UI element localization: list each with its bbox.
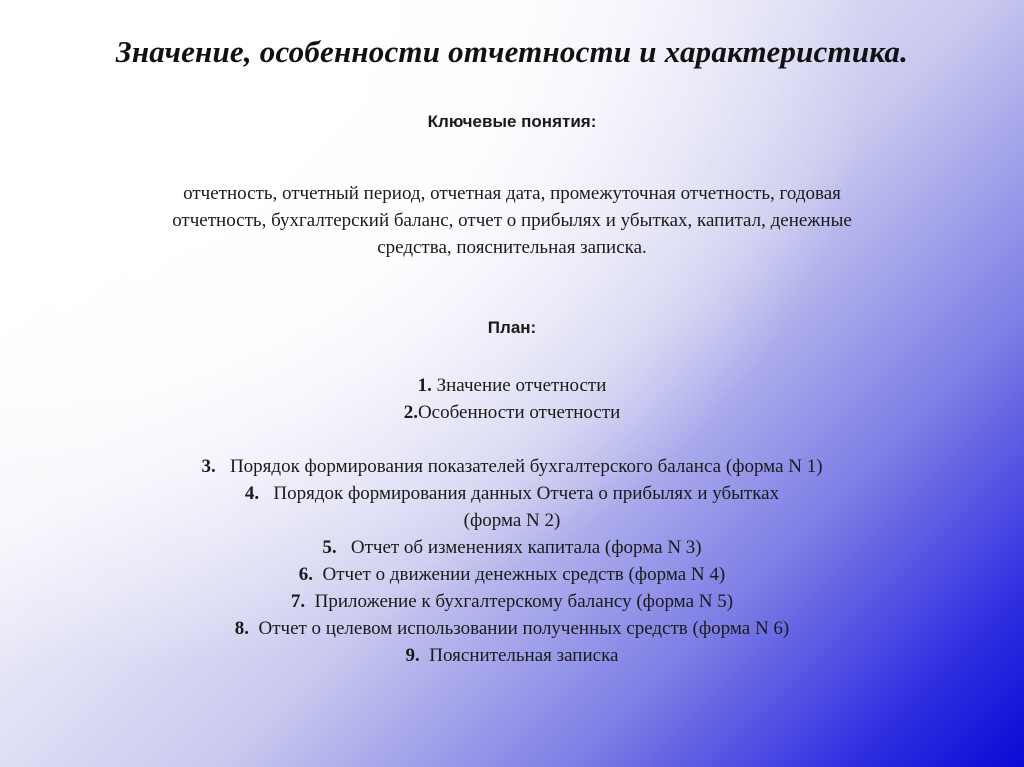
- plan-list: [60, 372, 964, 669]
- plan-item: [60, 642, 964, 669]
- key-concepts-heading: Ключевые понятия:: [427, 112, 597, 131]
- plan-item-text: Отчет о целевом использовании полученных средств (форма N 6): [248, 618, 790, 639]
- plan-item-number: 1.: [417, 375, 432, 396]
- plan-item-number: 3.: [201, 456, 216, 477]
- plan-item-number: 4.: [244, 483, 260, 504]
- plan-item-continuation: (форма N 2): [463, 510, 561, 531]
- plan-item: [60, 372, 964, 399]
- plan-heading: План:: [487, 318, 537, 337]
- plan-spacer: [60, 426, 964, 453]
- key-concepts-line: отчетность, отчетный период, отчетная дата, промежуточная отчетность, годовая: [183, 183, 841, 204]
- plan-item-text: Значение отчетности: [431, 375, 607, 396]
- plan-item-text: Отчет об изменениях капитала (форма N 3): [336, 537, 702, 558]
- plan-item: [60, 561, 964, 588]
- plan-item-number: 7.: [290, 591, 306, 612]
- plan-item: [60, 399, 964, 426]
- plan-item-text: Порядок формирования показателей бухгалтерского баланса (форма N 1): [215, 456, 823, 477]
- plan-item-number: 6.: [298, 564, 314, 585]
- plan-item-number: 9.: [405, 645, 420, 666]
- plan-item-text: Пояснительная записка: [419, 645, 619, 666]
- plan-item: [60, 480, 964, 534]
- plan-item-text: Приложение к бухгалтерскому балансу (форма N 5): [305, 591, 734, 612]
- plan-item-number: 8.: [234, 618, 249, 639]
- key-concepts-line: средства, пояснительная записка.: [377, 237, 647, 258]
- plan-item-number: 2.: [403, 402, 418, 423]
- plan-item-text: Порядок формирования данных Отчета о прибылях и убытках: [259, 483, 780, 504]
- plan-item: [60, 615, 964, 642]
- plan-item: [60, 534, 964, 561]
- plan-item: [60, 453, 964, 480]
- key-concepts-text: [80, 180, 944, 261]
- plan-item: [60, 588, 964, 615]
- plan-item-text: Особенности отчетности: [417, 402, 621, 423]
- key-concepts-line: отчетность, бухгалтерский баланс, отчет о прибылях и убытках, капитал, денежные: [172, 210, 852, 231]
- plan-item-text: Отчет о движении денежных средств (форма N 4): [313, 564, 726, 585]
- slide-title: Значение, особенности отчетности и характеристика.: [115, 34, 909, 69]
- plan-item-number: 5.: [322, 537, 337, 558]
